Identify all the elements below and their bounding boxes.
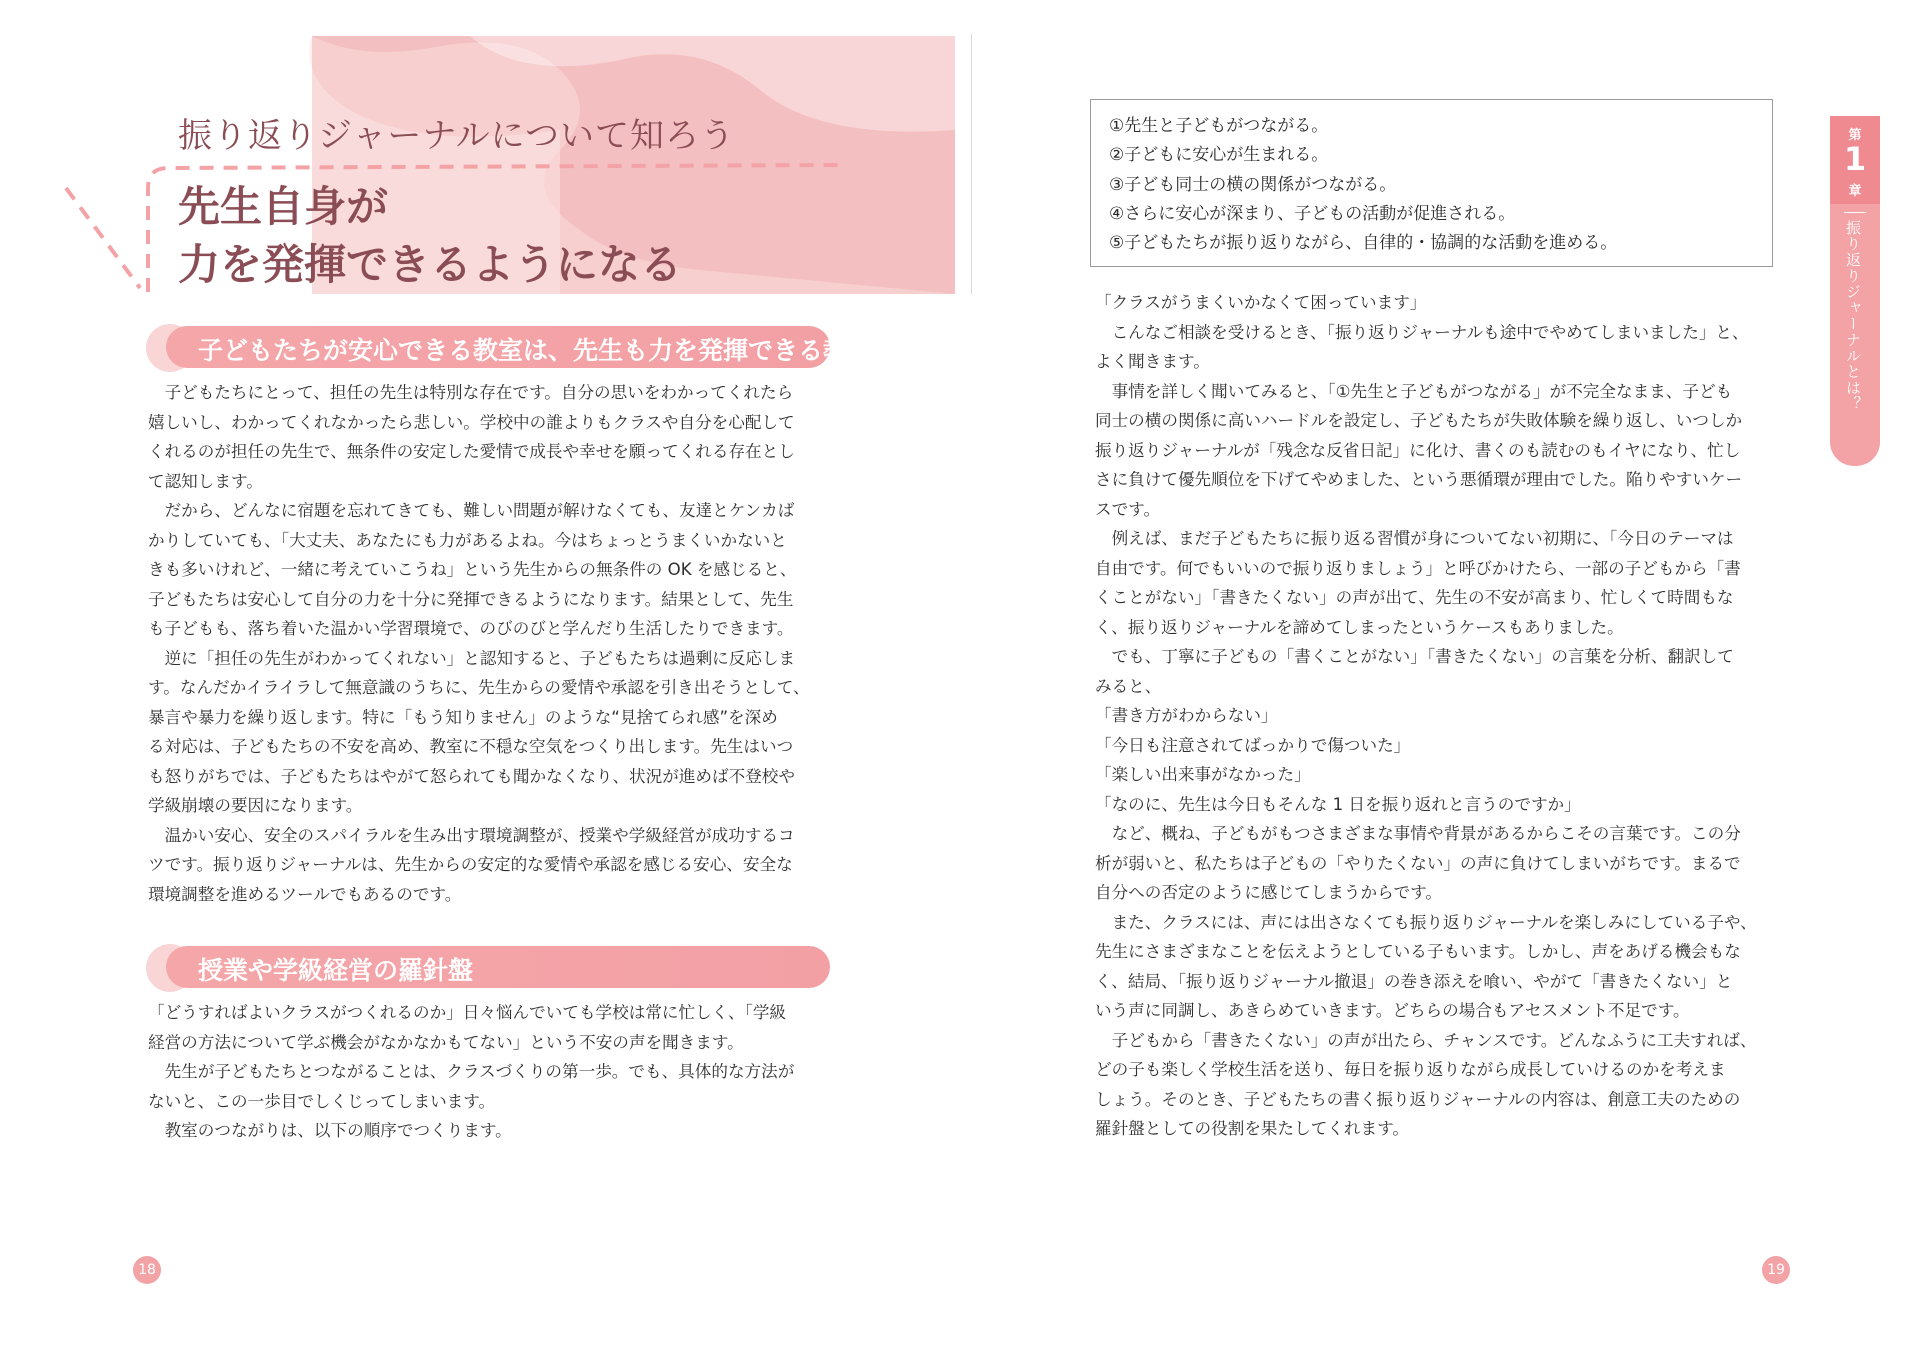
page-title bbox=[178, 178, 682, 294]
body-line: 「クラスがうまくいかなくて困っています」 bbox=[1095, 293, 1427, 312]
body-line: 自分への否定のように感じてしまうからです。 bbox=[1095, 883, 1442, 902]
chapter-tab-sho: 章 bbox=[1848, 184, 1862, 199]
section-heading-1 bbox=[146, 326, 874, 370]
page-number-right: 19 bbox=[1762, 1256, 1790, 1284]
body-line: 温かい安心、安全のスパイラルを生み出す環境調整が、授業や学級経営が成功するコ bbox=[148, 825, 795, 845]
body-line: 「どうすればよいクラスがつくれるのか」日々悩んでいても学校は常に忙しく、「学級 bbox=[148, 1003, 787, 1022]
page-title-line1: 先生自身が bbox=[178, 182, 389, 231]
body-line: いう声に同調し、あきらめていきます。どちらの場合もアセスメント不足です。 bbox=[1095, 1001, 1690, 1020]
body-line: も怒りがちでは、子どもたちはやがて怒られても聞かなくなり、状況が進めば不登校や bbox=[148, 766, 795, 786]
body-line: さに負けて優先順位を下げてやめました、という悪循環が理由でした。陥りやすいケー bbox=[1095, 470, 1743, 489]
body-line: く、振り返りジャーナルを諦めてしまったというケースもありました。 bbox=[1095, 617, 1624, 637]
body-line: ないと、この一歩目でしくじってしまいます。 bbox=[148, 1091, 496, 1111]
body-line: みると、 bbox=[1095, 676, 1162, 696]
body-line: 子どもたちは安心して自分の力を十分に発揮できるようになります。結果として、先生 bbox=[148, 589, 794, 609]
page-title-line2: 力を発揮できるようになる bbox=[178, 240, 683, 289]
step-item: ③子ども同士の横の関係がつながる。 bbox=[1109, 174, 1397, 195]
body-line: でも、丁寧に子どもの「書くことがない」「書きたくない」の言葉を分析、翻訳して bbox=[1095, 647, 1734, 666]
spine-line bbox=[971, 34, 972, 294]
body-line: 「なのに、先生は今日もそんな 1 日を振り返れと言うのですか」 bbox=[1095, 794, 1581, 814]
right-body bbox=[1095, 288, 1757, 1144]
body-line: 析が弱いと、私たちは子どもの「やりたくない」の声に負けてしまいがちです。まるで bbox=[1095, 853, 1741, 873]
steps-box bbox=[1090, 99, 1773, 267]
body-line: 暴言や暴力を繰り返します。特に「もう知りません」のような“見捨てられ感”を深め bbox=[148, 707, 778, 727]
section-heading-1-label: 子どもたちが安心できる教室は、先生も力を発揮できる教室 bbox=[198, 336, 874, 365]
body-line: 経営の方法について学ぶ機会がなかなかもてない」という不安の声を聞きます。 bbox=[148, 1032, 744, 1052]
body-line: スです。 bbox=[1095, 499, 1161, 519]
body-line: 嬉しいし、わかってくれなかったら悲しい。学校中の誰よりもクラスや自分を心配して bbox=[148, 412, 795, 432]
chapter-tab-number: 1 bbox=[1843, 140, 1867, 178]
body-line: 子どもから「書きたくない」の声が出たら、チャンスです。どんなふうに工夫すれば、 bbox=[1095, 1030, 1757, 1050]
body-line: 教室のつながりは、以下の順序でつくります。 bbox=[148, 1121, 512, 1140]
body-line: きも多いけれど、一緒に考えていこうね」という先生からの無条件の OK を感じると、 bbox=[148, 560, 797, 579]
step-item: ①先生と子どもがつながる。 bbox=[1109, 116, 1329, 136]
body-line: 環境調整を進めるツールでもあるのです。 bbox=[148, 884, 462, 904]
section-heading-2 bbox=[146, 946, 830, 990]
body-line: 自由です。何でもいいので振り返りましょう」と呼びかけたら、一部の子どもから「書 bbox=[1095, 558, 1741, 578]
body-line: す。なんだかイライラして無意識のうちに、先生からの愛情や承認を引き出そうとして、 bbox=[148, 678, 810, 697]
body-line: て認知します。 bbox=[148, 471, 263, 491]
body-line: 「書き方がわからない」 bbox=[1095, 706, 1278, 725]
page-kicker: 振り返りジャーナルについて知ろう bbox=[178, 116, 735, 156]
body-line: 振り返りジャーナルが「残念な反省日記」に化け、書くのも読むのもイヤになり、忙し bbox=[1095, 440, 1741, 460]
body-line: 同士の横の関係に高いハードルを設定し、子どもたちが失敗体験を繰り返し、いつしか bbox=[1095, 411, 1743, 430]
body-line: こんなご相談を受けるとき、「振り返りジャーナルも途中でやめてしまいました」と、 bbox=[1095, 322, 1749, 342]
body-line: かりしていても、「大丈夫、あなたにも力があるよね。今はちょっとうまくいかないと bbox=[148, 530, 787, 550]
body-line: また、クラスには、声には出さなくても振り返りジャーナルを楽しみにしている子や、 bbox=[1095, 912, 1757, 932]
chapter-tab bbox=[1830, 116, 1880, 466]
body-line: 羅針盤としての役割を果たしてくれます。 bbox=[1095, 1119, 1409, 1138]
body-line: 逆に「担任の先生がわかってくれない」と認知すると、子どもたちは過剰に反応しま bbox=[148, 648, 796, 668]
body-line: 先生が子どもたちとつながることは、クラスづくりの第一歩。でも、具体的な方法が bbox=[148, 1062, 795, 1081]
body-line: 子どもたちにとって、担任の先生は特別な存在です。自分の思いをわかってくれたら bbox=[148, 383, 794, 402]
body-line: 「今日も注意されてばっかりで傷ついた」 bbox=[1095, 735, 1411, 755]
step-item: ②子どもに安心が生まれる。 bbox=[1109, 145, 1329, 166]
body-line: く、結局、「振り返りジャーナル撤退」の巻き添えを喰い、やがて「書きたくない」と bbox=[1095, 971, 1733, 991]
body-line: だから、どんなに宿題を忘れてきても、難しい問題が解けなくても、友達とケンカば bbox=[148, 501, 795, 520]
body-line: 学級崩壊の要因になります。 bbox=[148, 796, 363, 815]
body-line: 「楽しい出来事がなかった」 bbox=[1095, 765, 1311, 784]
body-line: しょう。そのとき、子どもたちの書く振り返りジャーナルの内容は、創意工夫のための bbox=[1095, 1089, 1741, 1109]
body-line: どの子も楽しく学校生活を送り、毎日を振り返りながら成長していけるのかを考えま bbox=[1095, 1060, 1726, 1079]
body-line: くことがない」「書きたくない」の声が出て、先生の不安が高まり、忙しくて時間もな bbox=[1095, 588, 1734, 607]
step-item: ④さらに安心が深まり、子どもの活動が促進される。 bbox=[1109, 203, 1516, 224]
section2-body bbox=[148, 998, 794, 1146]
chapter-tab-dai: 第 bbox=[1848, 128, 1862, 143]
chapter-tab-title: 振り返りジャーナルとは？ bbox=[1844, 220, 1862, 412]
section1-body bbox=[148, 378, 810, 909]
page-number-left: 18 bbox=[133, 1256, 161, 1284]
body-line: よく聞きます。 bbox=[1095, 352, 1210, 371]
step-item: ⑤子どもたちが振り返りながら、自律的・協調的な活動を進める。 bbox=[1109, 233, 1618, 254]
body-line: くれるのが担任の先生で、無条件の安定した愛情で成長や幸せを願ってくれる存在とし bbox=[148, 442, 795, 461]
body-line: 例えば、まだ子どもたちに振り返る習慣が身についてない初期に、「今日のテーマは bbox=[1095, 529, 1734, 548]
body-line: る対応は、子どもたちの不安を高め、教室に不穏な空気をつくり出します。先生はいつ bbox=[148, 737, 794, 756]
chapter-tab-separator bbox=[1844, 212, 1866, 213]
body-line: 事情を詳しく聞いてみると、「①先生と子どもがつながる」が不完全なまま、子ども bbox=[1095, 381, 1733, 401]
body-line: も子どもも、落ち着いた温かい学習環境で、のびのびと学んだり生活したりできます。 bbox=[148, 619, 794, 638]
body-line: 先生にさまざまなことを伝えようとしている子もいます。しかし、声をあげる機会もな bbox=[1095, 942, 1741, 961]
body-line: ツです。振り返りジャーナルは、先生からの安定的な愛情や承認を感じる安心、安全な bbox=[148, 855, 793, 874]
section-heading-2-label: 授業や学級経営の羅針盤 bbox=[198, 956, 474, 985]
body-line: など、概ね、子どもがもつさまざまな事情や背景があるからこその言葉です。この分 bbox=[1095, 824, 1741, 843]
